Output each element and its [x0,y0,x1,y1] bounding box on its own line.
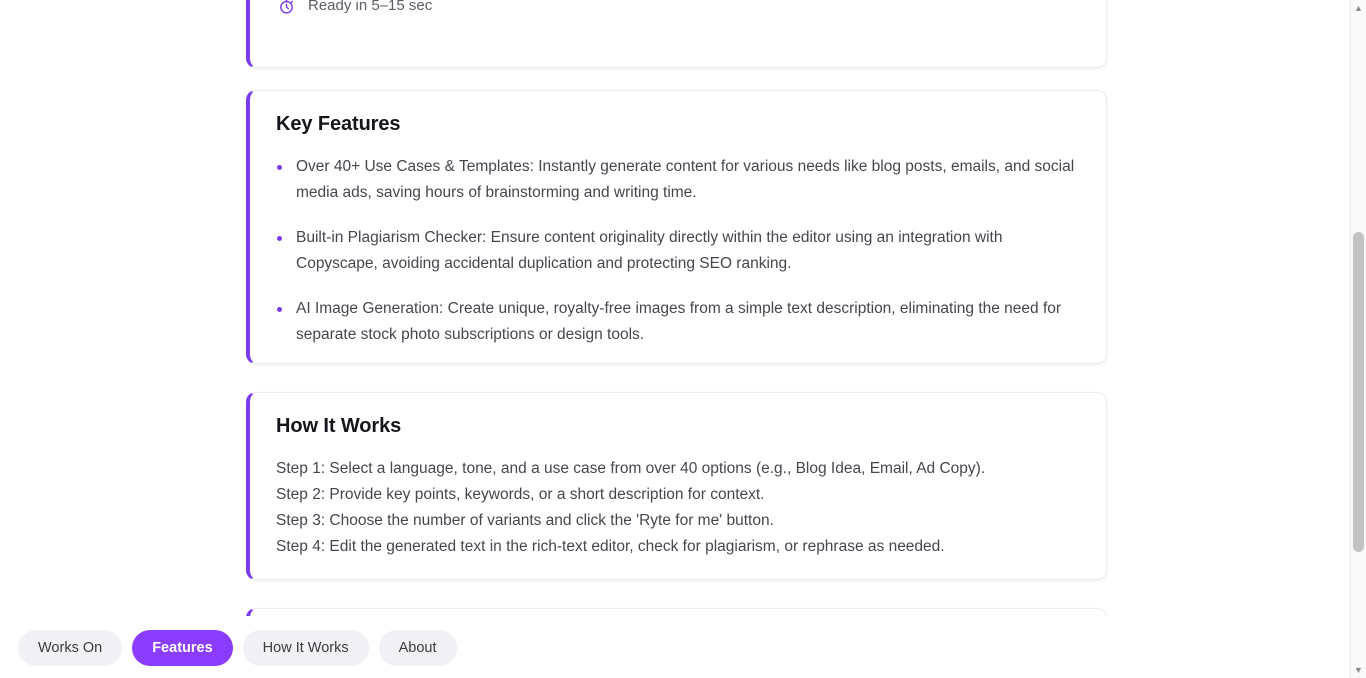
scrollbar-thumb[interactable] [1353,232,1364,552]
section-chip-bar [0,616,1350,678]
scroll-down-arrow-icon[interactable]: ▼ [1354,664,1363,675]
ready-time-label: Ready in 5–15 sec [308,0,433,14]
step-line: Step 1: Select a language, tone, and a use case from over 40 options (e.g., Blog Idea, Email, Ad Copy). [276,460,986,477]
key-features-title: Key Features [276,113,401,135]
key-features-list [276,154,1080,348]
chip-works-on[interactable]: Works On [18,630,122,666]
chip-how-it-works[interactable]: How It Works [243,630,369,666]
list-item: AI Image Generation: Create unique, royalty-free images from a simple text description, eliminating the need for separate stock photo subscriptions or design tools. [276,296,1080,348]
how-it-works-title: How It Works [276,415,402,437]
scroll-up-arrow-icon[interactable]: ▲ [1354,2,1363,13]
step-line: Step 2: Provide key points, keywords, or a short description for context. [276,486,765,503]
chip-about[interactable]: About [379,630,457,666]
stopwatch-icon [276,0,296,16]
list-item: Over 40+ Use Cases & Templates: Instantly generate content for various needs like blog posts, emails, and social media ads, saving hours of brainstorming and writing time. [276,154,1080,206]
chip-features[interactable]: Features [132,630,232,666]
list-item: Built-in Plagiarism Checker: Ensure content originality directly within the editor using an integration with Copyscape, avoiding accidental duplication and protecting SEO ranking. [276,225,1080,277]
overview-card-partial [246,0,1107,68]
step-line: Step 4: Edit the generated text in the rich-text editor, check for plagiarism, or rephrase as needed. [276,538,945,555]
how-it-works-card [246,392,1107,580]
step-line: Step 3: Choose the number of variants and click the 'Ryte for me' button. [276,512,774,529]
vertical-scrollbar[interactable] [1350,0,1366,678]
ready-time-row [276,0,1080,17]
key-features-card [246,90,1107,364]
